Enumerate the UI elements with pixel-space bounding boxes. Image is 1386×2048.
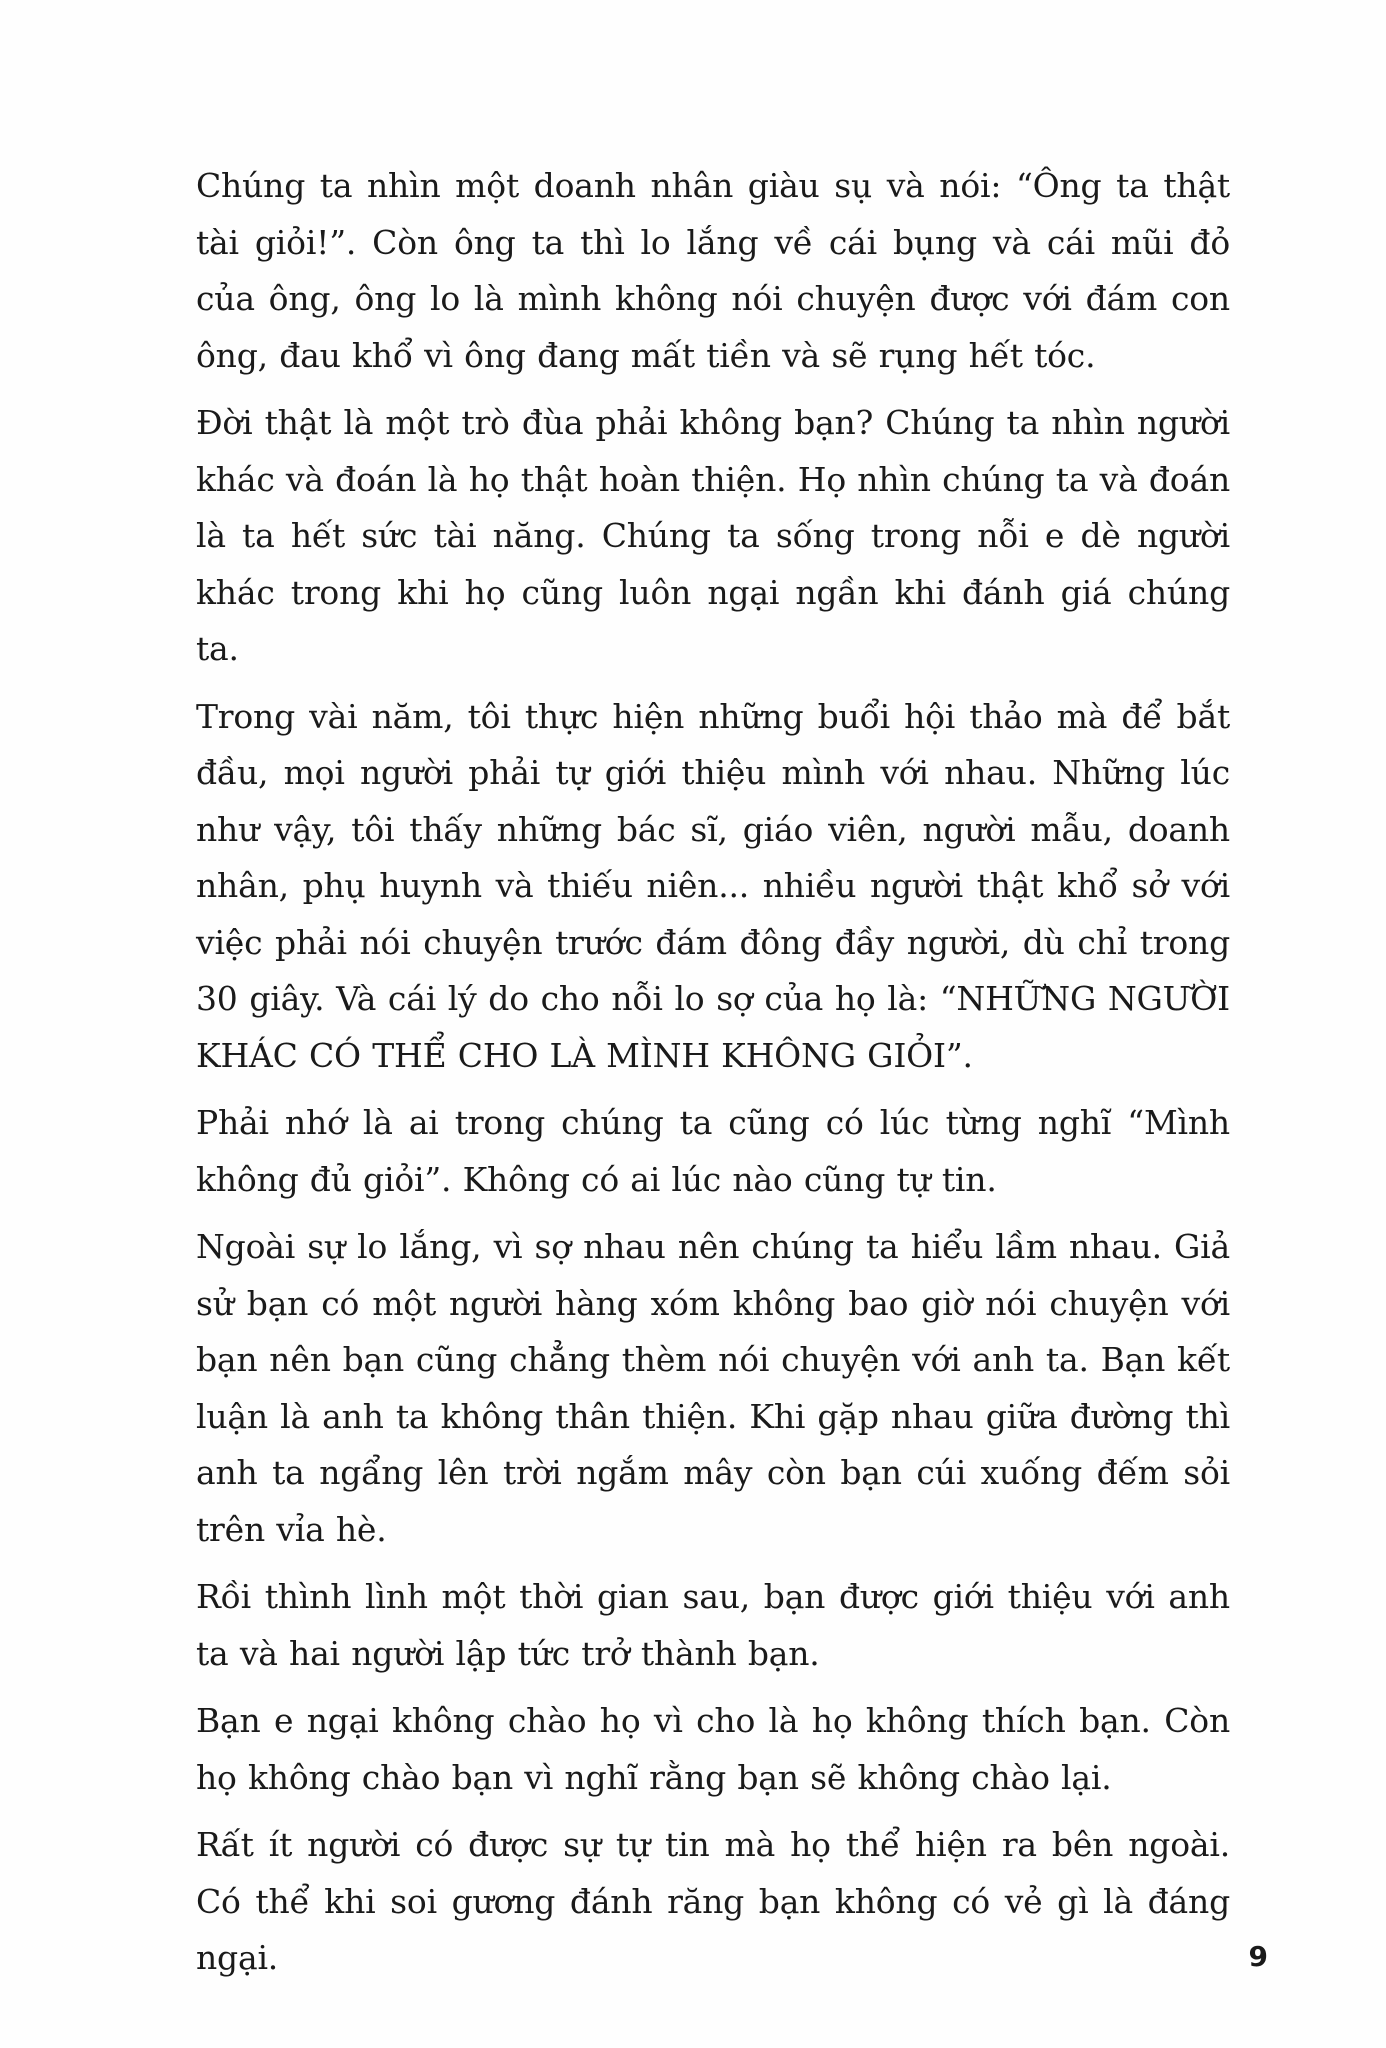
paragraph-8: Rất ít người có được sự tự tin mà họ thể hiện ra bên ngoài. Có thể khi soi gương đánh răng bạn không có vẻ gì là đáng ngại. bbox=[196, 1825, 1230, 1977]
body-text bbox=[196, 158, 1230, 1998]
paragraph-2: Đời thật là một trò đùa phải không bạn? Chúng ta nhìn người khác và đoán là họ thật hoàn thiện. Họ nhìn chúng ta và đoán là ta hết sức tài năng. Chúng ta sống trong nỗi e dè người khác trong khi họ cũng luôn ngại ngần khi đánh giá chúng ta. bbox=[196, 403, 1230, 668]
paragraph-6: Rồi thình lình một thời gian sau, bạn được giới thiệu với anh ta và hai người lập tức trở thành bạn. bbox=[196, 1577, 1230, 1673]
page-number: 9 bbox=[1248, 1940, 1268, 1973]
paragraph-7: Bạn e ngại không chào họ vì cho là họ không thích bạn. Còn họ không chào bạn vì nghĩ rằng bạn sẽ không chào lại. bbox=[196, 1701, 1230, 1797]
paragraph-1: Chúng ta nhìn một doanh nhân giàu sụ và nói: “Ông ta thật tài giỏi!”. Còn ông ta thì lo lắng về cái bụng và cái mũi đỏ của ông, ông lo là mình không nói chuyện được với đám con ông, đau khổ vì ông đang mất tiền và sẽ rụng hết tóc. bbox=[196, 166, 1230, 375]
paragraph-5: Ngoài sự lo lắng, vì sợ nhau nên chúng ta hiểu lầm nhau. Giả sử bạn có một người hàng xóm không bao giờ nói chuyện với bạn nên bạn cũng chẳng thèm nói chuyện với anh ta. Bạn kết luận là anh ta không thân thiện. Khi gặp nhau giữa đường thì anh ta ngẩng lên trời ngắm mây còn bạn cúi xuống đếm sỏi trên vỉa hè. bbox=[196, 1227, 1230, 1549]
paragraph-4: Phải nhớ là ai trong chúng ta cũng có lúc từng nghĩ “Mình không đủ giỏi”. Không có ai lúc nào cũng tự tin. bbox=[196, 1103, 1230, 1199]
paragraph-3: Trong vài năm, tôi thực hiện những buổi hội thảo mà để bắt đầu, mọi người phải tự giới thiệu mình với nhau. Những lúc như vậy, tôi thấy những bác sĩ, giáo viên, người mẫu, doanh nhân, phụ huynh và thiếu niên... nhiều người thật khổ sở với việc phải nói chuyện trước đám đông đầy người, dù chỉ trong 30 giây. Và cái lý do cho nỗi lo sợ của họ là: “NHỮNG NGƯỜI KHÁC CÓ THỂ CHO LÀ MÌNH KHÔNG GIỎI”. bbox=[196, 696, 1230, 1075]
